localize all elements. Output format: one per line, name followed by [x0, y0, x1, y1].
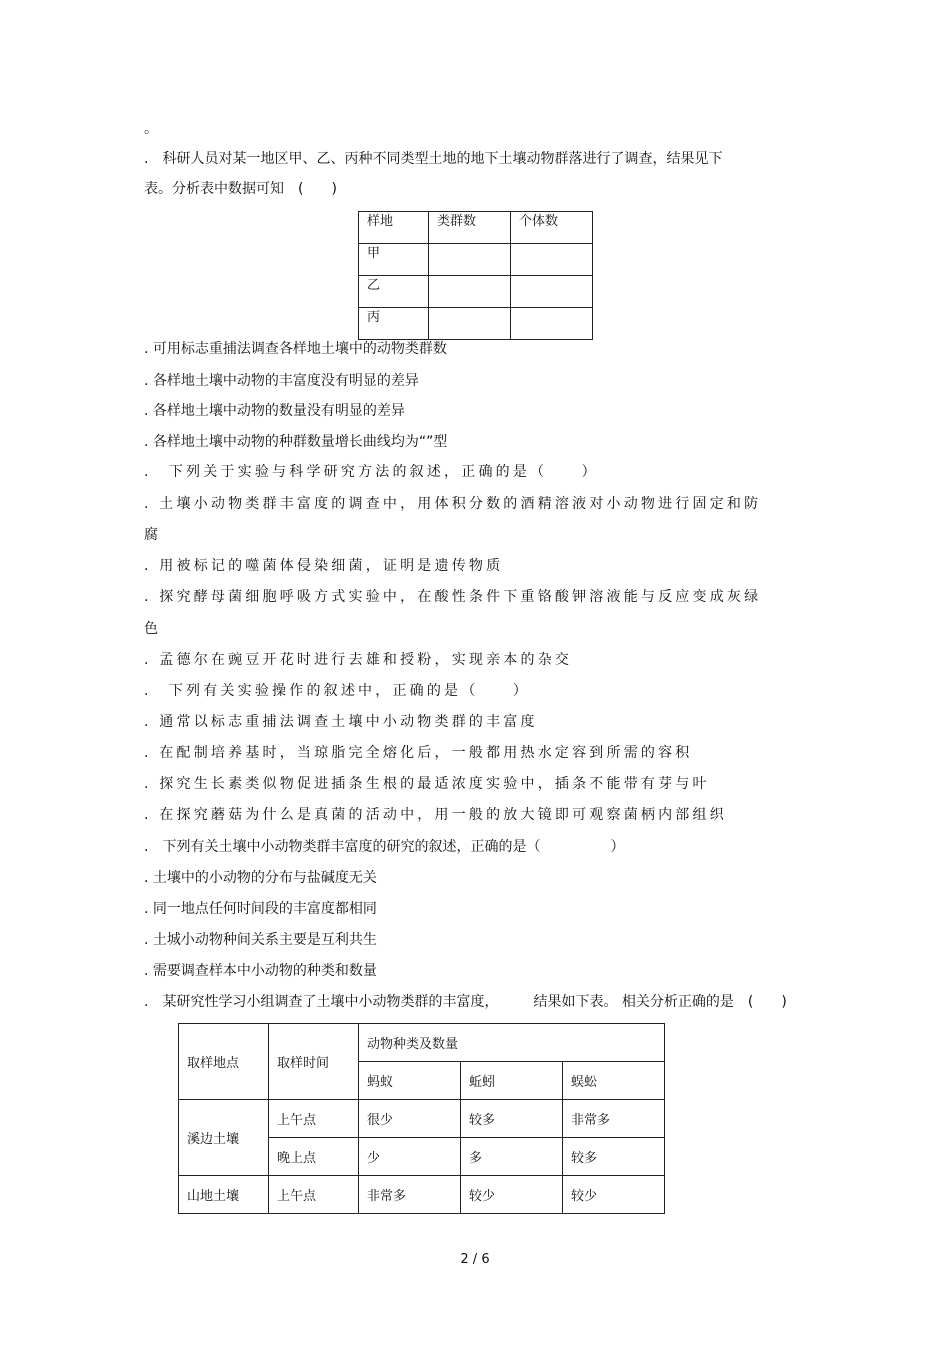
q3-option-b: . 在配制培养基时，当琼脂完全熔化后，一般都用热水定容到所需的容积: [144, 745, 693, 761]
table-cell: 较少: [461, 1176, 563, 1214]
table-cell: 上午点: [269, 1100, 359, 1138]
table-header: 蚂蚁: [359, 1062, 461, 1100]
table-cell: 非常多: [359, 1176, 461, 1214]
q4-option-c: . 土城小动物种间关系主要是互利共生: [144, 932, 377, 948]
q1-table: [358, 211, 593, 340]
table-header: 样地: [359, 212, 429, 244]
table-cell: 甲: [359, 244, 429, 276]
q1-option-a: . 可用标志重捕法调查各样地土壤中的动物类群数: [144, 341, 447, 357]
table-cell: 较多: [461, 1100, 563, 1138]
table-cell: 少: [359, 1138, 461, 1176]
table-cell: 晚上点: [269, 1138, 359, 1176]
table-header: 个体数: [511, 212, 593, 244]
table-cell: 上午点: [269, 1176, 359, 1214]
table-header: 蚯蚓: [461, 1062, 563, 1100]
q5-stem: . 某研究性学习小组调查了土壤中小动物类群的丰富度， 结果如下表。 相关分析正确的是 ( ): [144, 994, 787, 1010]
q2-option-c-line1: . 探究酵母菌细胞呼吸方式实验中，在酸性条件下重铬酸钾溶液能与反应变成灰绿: [144, 589, 762, 605]
table-cell: 较少: [563, 1176, 665, 1214]
table-cell: [429, 244, 511, 276]
q4-option-a: . 土壤中的小动物的分布与盐碱度无关: [144, 870, 377, 886]
table-header: 取样地点: [179, 1024, 269, 1100]
top-mark: 。: [144, 121, 158, 137]
q3-option-a: . 通常以标志重捕法调查土壤中小动物类群的丰富度: [144, 714, 538, 730]
table-cell: 溪边土壤: [179, 1100, 269, 1176]
table-cell: 较多: [563, 1138, 665, 1176]
table-header: 取样时间: [269, 1024, 359, 1100]
table-cell: [511, 244, 593, 276]
q1-stem-line1: . 科研人员对某一地区甲、乙、丙种不同类型土地的地下土壤动物群落进行了调查，结果见下: [144, 151, 723, 167]
table-cell: 非常多: [563, 1100, 665, 1138]
q2-stem: . 下列关于实验与科学研究方法的叙述，正确的是（ ）: [144, 464, 599, 480]
table-cell: 乙: [359, 276, 429, 308]
table-cell: 丙: [359, 308, 429, 340]
q1-option-c: . 各样地土壤中动物的数量没有明显的差异: [144, 403, 405, 419]
table-cell: [511, 308, 593, 340]
table-cell: 很少: [359, 1100, 461, 1138]
table-cell: [511, 276, 593, 308]
q2-option-d: . 孟德尔在豌豆开花时进行去雄和授粉，实现亲本的杂交: [144, 652, 573, 668]
q1-option-b: . 各样地土壤中动物的丰富度没有明显的差异: [144, 373, 419, 389]
table-cell: 多: [461, 1138, 563, 1176]
q3-option-d: . 在探究蘑菇为什么是真菌的活动中，用一般的放大镜即可观察菌柄内部组织: [144, 807, 727, 823]
q3-option-c: . 探究生长素类似物促进插条生根的最适浓度实验中，插条不能带有芽与叶: [144, 776, 710, 792]
q2-option-b: . 用被标记的噬菌体侵染细菌，证明是遗传物质: [144, 558, 504, 574]
table-cell: 山地土壤: [179, 1176, 269, 1214]
q4-option-b: . 同一地点任何时间段的丰富度都相同: [144, 901, 377, 917]
table-header: 动物种类及数量: [359, 1024, 665, 1062]
q4-option-d: . 需要调查样本中小动物的种类和数量: [144, 963, 377, 979]
page-number: 2 / 6: [460, 1252, 490, 1267]
q4-stem: . 下列有关土壤中小动物类群丰富度的研究的叙述，正确的是（ ）: [144, 839, 625, 855]
q2-option-a-line2: 腐: [144, 527, 158, 543]
table-header: 类群数: [429, 212, 511, 244]
q3-stem: . 下列有关实验操作的叙述中，正确的是（ ）: [144, 683, 531, 699]
q2-option-a-line1: . 土壤小动物类群丰富度的调查中，用体积分数的酒精溶液对小动物进行固定和防: [144, 496, 762, 512]
table-header: 蜈蚣: [563, 1062, 665, 1100]
q1-stem-line2: 表。分析表中数据可知 ( ): [144, 181, 337, 197]
q2-option-c-line2: 色: [144, 621, 158, 637]
table-cell: [429, 276, 511, 308]
table-cell: [429, 308, 511, 340]
q1-option-d: . 各样地土壤中动物的种群数量增长曲线均为“”型: [144, 434, 448, 450]
q5-table: [178, 1023, 665, 1214]
